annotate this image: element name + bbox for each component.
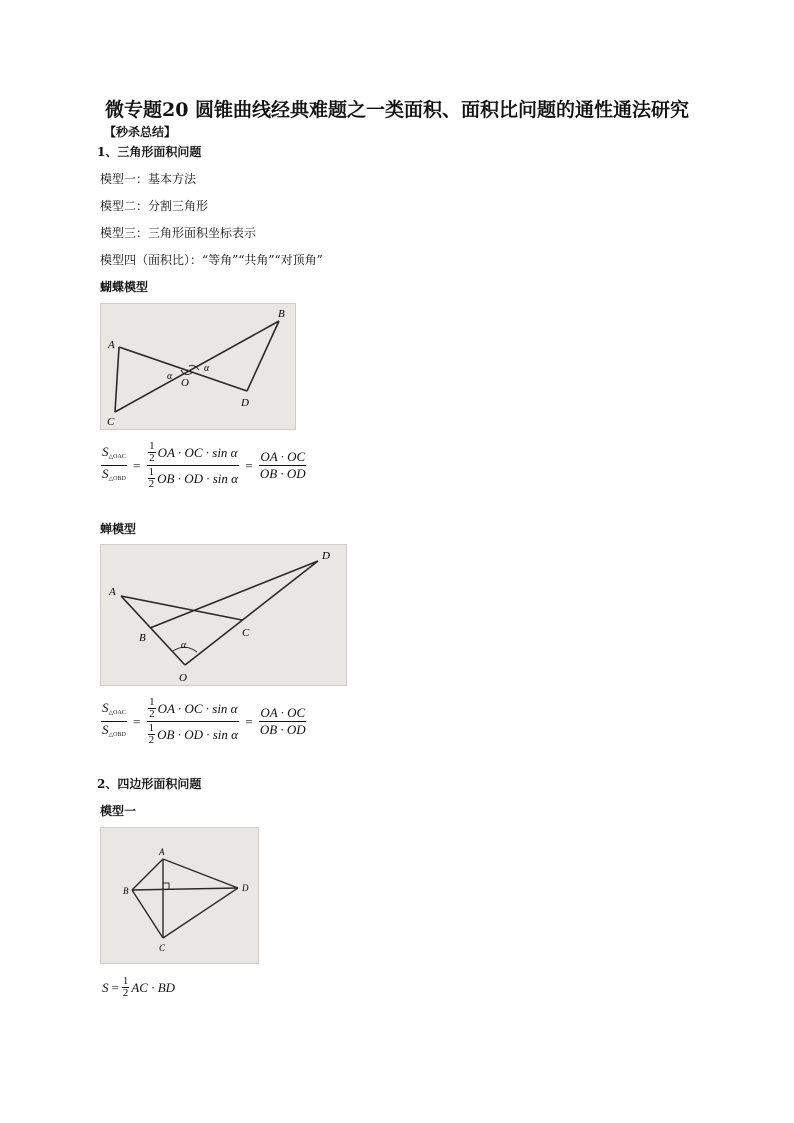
sine-ratio: 1 2 OA · OC · sin α 1 2 OB · OD · sin α bbox=[148, 696, 238, 746]
label-B: B bbox=[123, 886, 129, 896]
segment-ratio: $\frac{OA \cdot OC}{OB \cdot OD}$ bbox=[259, 705, 306, 737]
quad-model-heading: 模型一 bbox=[100, 804, 137, 818]
quadrilateral-diagram bbox=[101, 828, 258, 963]
cicada-figure bbox=[100, 544, 347, 686]
butterfly-heading: 蝴蝶模型 bbox=[100, 280, 149, 294]
model-2: 模型二：分割三角形 bbox=[100, 199, 209, 213]
model-1: 模型一：基本方法 bbox=[100, 172, 197, 186]
page-title: 微专题20 圆锥曲线经典难题之一类面积、面积比问题的通性通法研究 bbox=[104, 99, 690, 121]
label-alpha-right: α bbox=[204, 363, 210, 374]
section1-heading: 1、三角形面积问题 bbox=[97, 145, 202, 159]
label-C: C bbox=[159, 943, 166, 953]
area-ratio: $\frac{S_{\triangle OAC}}{S_{\triangle OBD}}$ bbox=[102, 444, 126, 482]
segment-ratio: $\frac{OA \cdot OC}{OB \cdot OD}$ bbox=[259, 449, 306, 481]
cicada-formula: $\frac{S_{\triangle OAC}}{S_{\triangle OBD}}$ = 1 2 OA · OC · sin α 1 2 OB · OD · sin α = $\frac{OA \cdot OC}{OB \cdot OD}$ bbox=[102, 696, 306, 746]
sine-ratio: 1 2 OA · OC · sin α 1 2 OB · OD · sin α bbox=[148, 440, 238, 490]
area-ratio: $\frac{S_{\triangle OAC}}{S_{\triangle OBD}}$ bbox=[102, 700, 126, 738]
label-B: B bbox=[139, 632, 146, 644]
quad-formula: S = $\frac{1}{2}$ AC · BD bbox=[102, 975, 176, 999]
cicada-heading: 蝉模型 bbox=[100, 522, 137, 536]
section-header: 【秒杀总结】 bbox=[104, 125, 177, 139]
cicada-diagram bbox=[101, 545, 346, 685]
label-D: D bbox=[322, 550, 330, 562]
label-B: B bbox=[278, 308, 285, 320]
label-C: C bbox=[242, 627, 250, 639]
label-O: O bbox=[181, 377, 189, 389]
butterfly-diagram bbox=[101, 304, 295, 429]
butterfly-formula: $\frac{S_{\triangle OAC}}{S_{\triangle OBD}}$ = 1 2 OA · OC · sin α 1 2 OB · OD · sin α = $\frac{OA \cdot OC}{OB \cdot OD}$ bbox=[102, 440, 306, 490]
label-A: A bbox=[159, 847, 165, 857]
butterfly-figure bbox=[100, 303, 296, 430]
model-3: 模型三：三角形面积坐标表示 bbox=[100, 226, 257, 240]
label-A: A bbox=[108, 339, 115, 351]
label-C: C bbox=[107, 416, 115, 428]
quadrilateral-figure bbox=[100, 827, 259, 964]
label-D: D bbox=[241, 397, 249, 409]
label-D: D bbox=[242, 883, 249, 893]
label-A: A bbox=[109, 586, 116, 598]
label-O: O bbox=[179, 672, 187, 684]
label-alpha: α bbox=[181, 640, 187, 651]
model-4: 模型四（面积比）：“等角”“共角”“对顶角” bbox=[100, 253, 323, 267]
section2-heading: 2、四边形面积问题 bbox=[97, 777, 202, 791]
label-alpha-left: α bbox=[167, 371, 173, 382]
